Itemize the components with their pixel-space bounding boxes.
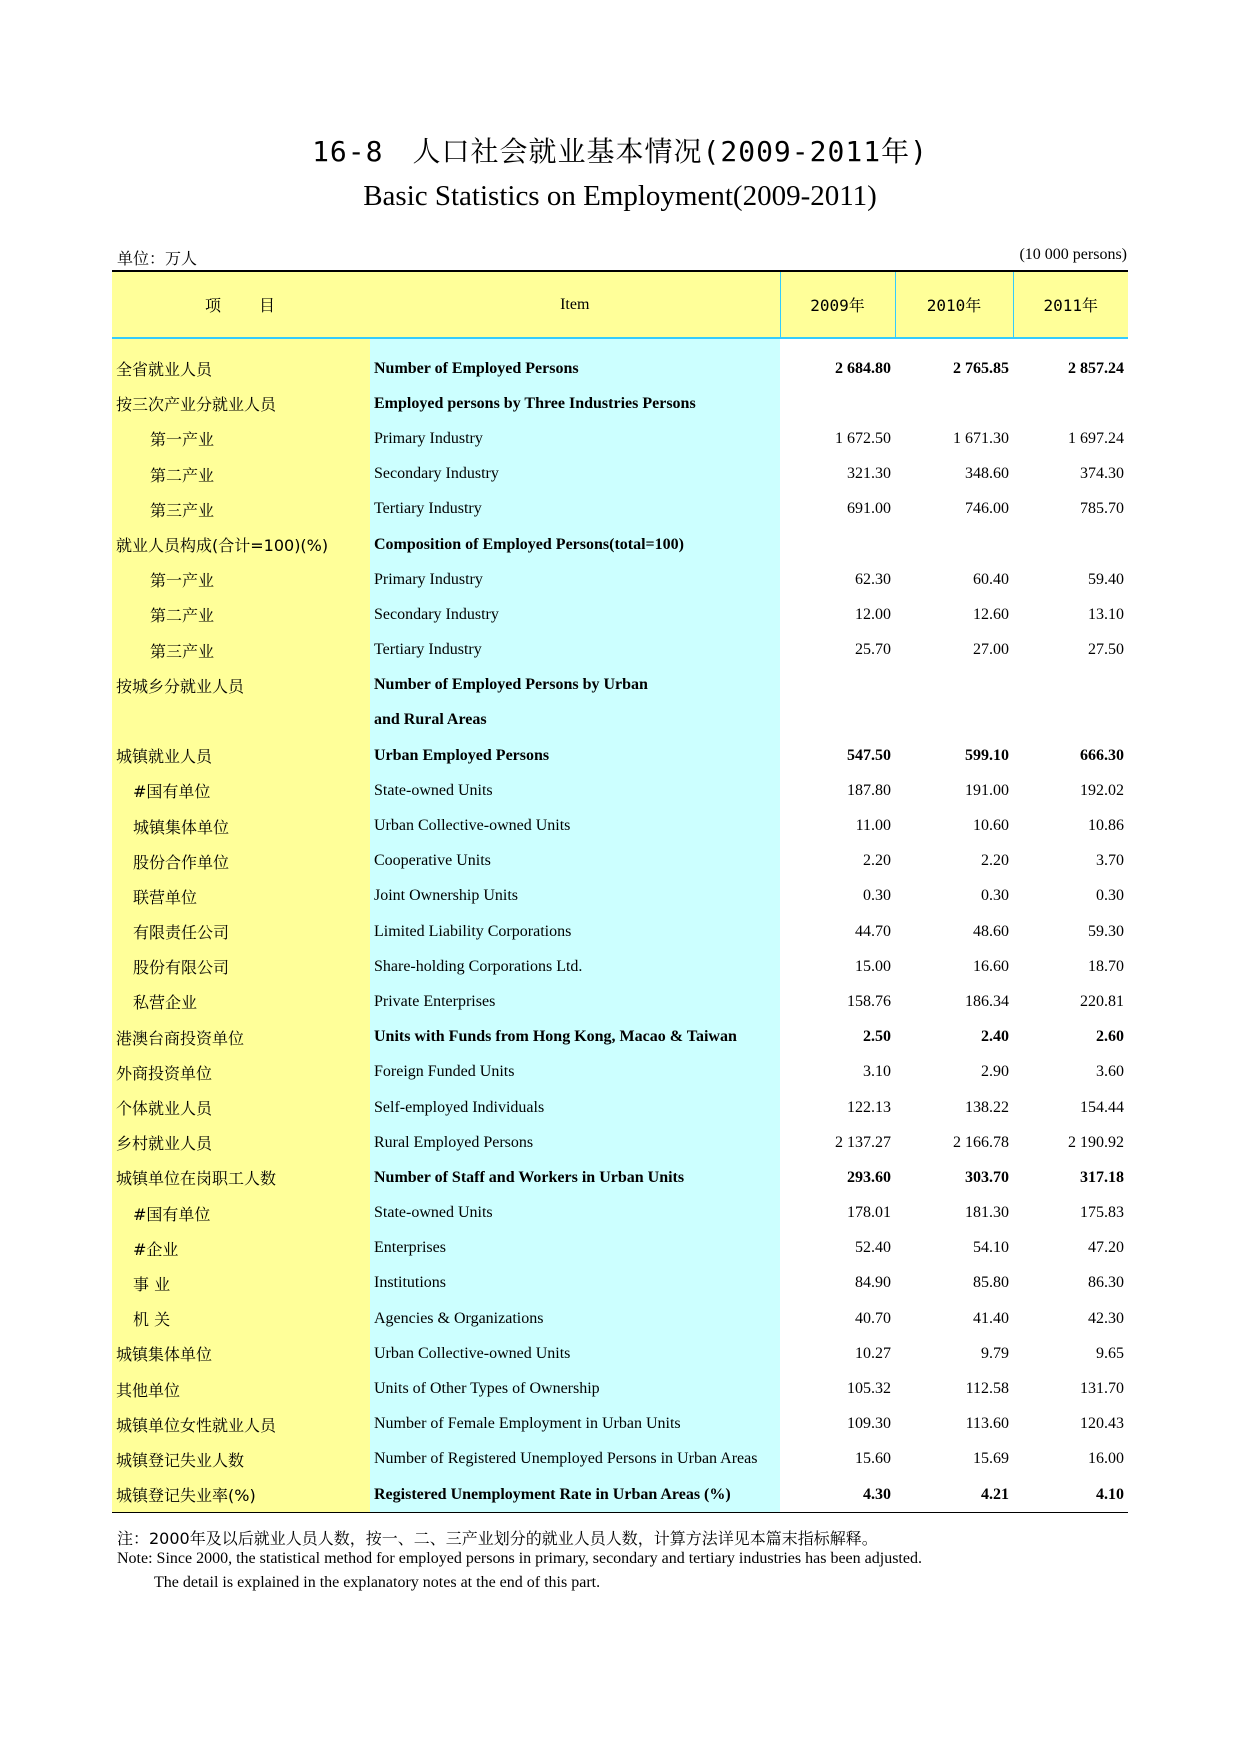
row-label-cn: 其他单位 — [112, 1371, 370, 1406]
row-label-en: Units of Other Types of Ownership — [370, 1371, 780, 1406]
row-label-en: Tertiary Industry — [370, 492, 780, 527]
row-label-cn: 第一产业 — [112, 421, 370, 456]
value-2009: 293.60 — [847, 1168, 891, 1186]
value-2010: 12.60 — [973, 605, 1009, 623]
value-2009: 178.01 — [847, 1204, 891, 1222]
value-2011: 3.60 — [1096, 1063, 1124, 1081]
row-label-en: Rural Employed Persons — [370, 1125, 780, 1160]
row-label-cn: 全省就业人员 — [112, 351, 370, 386]
value-2010 — [895, 668, 1013, 703]
value-2009: 52.40 — [855, 1239, 891, 1257]
table-header-row — [112, 271, 1128, 338]
value-2009: 122.13 — [847, 1098, 891, 1116]
value-2011: 42.30 — [1088, 1309, 1124, 1327]
page-title-cn: 16-8 人口社会就业基本情况(2009-2011年) — [312, 135, 928, 168]
row-label-en: Limited Liability Corporations — [370, 914, 780, 949]
value-2010 — [895, 527, 1013, 562]
row-label-cn: 城镇登记失业人数 — [112, 1442, 370, 1477]
value-2010: 1 671.30 — [953, 429, 1009, 447]
value-2010: 112.58 — [965, 1380, 1009, 1398]
value-2011: 0.30 — [1096, 887, 1124, 905]
value-2011 — [1013, 703, 1128, 738]
table-row — [112, 527, 1128, 562]
value-2011: 13.10 — [1088, 605, 1124, 623]
value-2009: 3.10 — [863, 1063, 891, 1081]
value-2009: 25.70 — [855, 641, 891, 659]
page-title-en: Basic Statistics on Employment(2009-2011) — [363, 180, 877, 212]
value-2010: 10.60 — [973, 817, 1009, 835]
row-label-en: State-owned Units — [370, 773, 780, 808]
table-row — [112, 1442, 1128, 1477]
table-row — [112, 773, 1128, 808]
value-2010: 27.00 — [973, 641, 1009, 659]
row-label-en: State-owned Units — [370, 1196, 780, 1231]
value-2009: 62.30 — [855, 570, 891, 588]
table-row — [112, 808, 1128, 843]
row-label-cn: 外商投资单位 — [112, 1055, 370, 1090]
table-row — [112, 1266, 1128, 1301]
value-2009: 4.30 — [780, 1477, 895, 1513]
row-label-en: Number of Employed Persons by Urban — [370, 668, 780, 703]
row-label-cn: 乡村就业人员 — [112, 1125, 370, 1160]
row-label-cn: 第二产业 — [112, 457, 370, 492]
row-label-cn: 联营单位 — [112, 879, 370, 914]
row-label-en: Secondary Industry — [370, 457, 780, 492]
table-row — [112, 1407, 1128, 1442]
row-label-en: Institutions — [370, 1266, 780, 1301]
value-2011: 131.70 — [1080, 1380, 1124, 1398]
table-row — [112, 1055, 1128, 1090]
value-2011: 4.10 — [1013, 1477, 1128, 1513]
value-2010: 2 166.78 — [953, 1133, 1009, 1151]
table-row — [112, 879, 1128, 914]
value-2010 — [895, 386, 1013, 421]
value-2010: 599.10 — [965, 746, 1009, 764]
value-2011: 59.40 — [1088, 570, 1124, 588]
row-label-en: Joint Ownership Units — [370, 879, 780, 914]
row-label-en: Self-employed Individuals — [370, 1090, 780, 1125]
row-label-cn — [112, 703, 370, 738]
value-2011: 18.70 — [1088, 957, 1124, 975]
row-label-en: Number of Registered Unemployed Persons in Urban Areas — [370, 1442, 780, 1477]
row-label-en: Secondary Industry — [370, 597, 780, 632]
table-row — [112, 738, 1128, 773]
row-label-cn: 按三次产业分就业人员 — [112, 386, 370, 421]
row-label-en: Number of Employed Persons — [370, 351, 780, 386]
row-label-cn: 有限责任公司 — [112, 914, 370, 949]
value-2011: 27.50 — [1088, 641, 1124, 659]
value-2010: 2.90 — [981, 1063, 1009, 1081]
row-label-en: Enterprises — [370, 1231, 780, 1266]
row-label-cn: 机 关 — [112, 1301, 370, 1336]
row-label-cn: 私营企业 — [112, 984, 370, 1019]
header-2011: 2011年 — [1013, 271, 1128, 338]
row-label-en: Private Enterprises — [370, 984, 780, 1019]
row-label-cn: 股份合作单位 — [112, 844, 370, 879]
value-2010: 16.60 — [973, 957, 1009, 975]
value-2009: 2 137.27 — [835, 1133, 891, 1151]
table-row — [112, 1301, 1128, 1336]
value-2011: 220.81 — [1080, 992, 1124, 1010]
value-2010: 138.22 — [965, 1098, 1009, 1116]
header-cn-item: 项 目 — [112, 271, 370, 338]
table-row — [112, 949, 1128, 984]
value-2010: 54.10 — [973, 1239, 1009, 1257]
table-row — [112, 562, 1128, 597]
header-2009: 2009年 — [780, 271, 895, 338]
value-2009: 84.90 — [855, 1274, 891, 1292]
table-row — [112, 984, 1128, 1019]
table-row — [112, 597, 1128, 632]
table-row — [112, 703, 1128, 738]
header-2010: 2010年 — [895, 271, 1013, 338]
value-2009: 10.27 — [855, 1344, 891, 1362]
row-label-en: and Rural Areas — [370, 703, 780, 738]
value-2010: 113.60 — [965, 1415, 1009, 1433]
row-label-en: Cooperative Units — [370, 844, 780, 879]
value-2010: 186.34 — [965, 992, 1009, 1010]
value-2010: 181.30 — [965, 1204, 1009, 1222]
table-row — [112, 1160, 1128, 1195]
row-label-cn: 城镇单位在岗职工人数 — [112, 1160, 370, 1195]
value-2011: 175.83 — [1080, 1204, 1124, 1222]
value-2009: 158.76 — [847, 992, 891, 1010]
row-label-cn: 城镇就业人员 — [112, 738, 370, 773]
row-label-en: Number of Staff and Workers in Urban Units — [370, 1160, 780, 1195]
row-label-en: Registered Unemployment Rate in Urban Areas (%) — [370, 1477, 780, 1513]
value-2009: 15.60 — [855, 1450, 891, 1468]
value-2011: 3.70 — [1096, 852, 1124, 870]
row-label-cn: 按城乡分就业人员 — [112, 668, 370, 703]
value-2011: 2 857.24 — [1068, 359, 1124, 377]
row-label-cn: 港澳台商投资单位 — [112, 1020, 370, 1055]
value-2009 — [780, 703, 895, 738]
value-2011: 2.60 — [1096, 1028, 1124, 1046]
value-2010: 348.60 — [965, 465, 1009, 483]
value-2011 — [1013, 527, 1128, 562]
note-en-line1: Note: Since 2000, the statistical method for employed persons in primary, secondary and tertiary industries has been adjusted. — [117, 1550, 922, 1567]
row-label-cn: 城镇单位女性就业人员 — [112, 1407, 370, 1442]
value-2010: 15.69 — [973, 1450, 1009, 1468]
row-label-en: Tertiary Industry — [370, 633, 780, 668]
table-row — [112, 421, 1128, 456]
value-2009: 12.00 — [855, 605, 891, 623]
value-2009: 0.30 — [863, 887, 891, 905]
value-2010: 48.60 — [973, 922, 1009, 940]
row-label-en: Urban Employed Persons — [370, 738, 780, 773]
unit-label-cn: 单位：万人 — [117, 249, 198, 268]
value-2009: 547.50 — [847, 746, 891, 764]
value-2011: 120.43 — [1080, 1415, 1124, 1433]
row-label-en: Employed persons by Three Industries Persons — [370, 386, 780, 421]
value-2011: 9.65 — [1096, 1344, 1124, 1362]
row-label-cn: 第一产业 — [112, 562, 370, 597]
table-body — [112, 338, 1128, 1513]
value-2011: 16.00 — [1088, 1450, 1124, 1468]
row-label-en: Agencies & Organizations — [370, 1301, 780, 1336]
row-label-cn: 城镇集体单位 — [112, 808, 370, 843]
value-2009: 187.80 — [847, 781, 891, 799]
value-2011: 10.86 — [1088, 817, 1124, 835]
value-2010: 191.00 — [965, 781, 1009, 799]
value-2010: 303.70 — [965, 1168, 1009, 1186]
value-2011 — [1013, 386, 1128, 421]
value-2009: 109.30 — [847, 1415, 891, 1433]
table-row — [112, 1196, 1128, 1231]
value-2009: 2.20 — [863, 852, 891, 870]
value-2010: 2.40 — [981, 1028, 1009, 1046]
value-2009: 321.30 — [847, 465, 891, 483]
row-label-cn: #国有单位 — [112, 1196, 370, 1231]
value-2011: 785.70 — [1080, 500, 1124, 518]
value-2009: 2 684.80 — [835, 359, 891, 377]
value-2009: 40.70 — [855, 1309, 891, 1327]
row-label-cn: 个体就业人员 — [112, 1090, 370, 1125]
unit-label-en: (10 000 persons) — [1019, 246, 1127, 263]
value-2011: 86.30 — [1088, 1274, 1124, 1292]
row-label-cn: #企业 — [112, 1231, 370, 1266]
row-label-en: Units with Funds from Hong Kong, Macao & Taiwan — [370, 1020, 780, 1055]
value-2009: 691.00 — [847, 500, 891, 518]
row-label-en: Share-holding Corporations Ltd. — [370, 949, 780, 984]
row-label-en: Number of Female Employment in Urban Units — [370, 1407, 780, 1442]
row-label-en: Foreign Funded Units — [370, 1055, 780, 1090]
table-row — [112, 457, 1128, 492]
value-2011: 1 697.24 — [1068, 429, 1124, 447]
table-row — [112, 351, 1128, 386]
row-label-cn: 就业人员构成(合计=100)(%) — [112, 527, 370, 562]
value-2009 — [780, 668, 895, 703]
value-2010: 2 765.85 — [953, 359, 1009, 377]
table-row — [112, 1371, 1128, 1406]
value-2010: 60.40 — [973, 570, 1009, 588]
value-2009 — [780, 386, 895, 421]
value-2011: 59.30 — [1088, 922, 1124, 940]
table-row — [112, 1090, 1128, 1125]
row-label-cn: 城镇集体单位 — [112, 1336, 370, 1371]
value-2011: 374.30 — [1080, 465, 1124, 483]
value-2011: 2 190.92 — [1068, 1133, 1124, 1151]
row-label-en: Urban Collective-owned Units — [370, 1336, 780, 1371]
value-2011: 666.30 — [1080, 746, 1124, 764]
value-2011 — [1013, 668, 1128, 703]
note-en-line2: The detail is explained in the explanatory notes at the end of this part. — [154, 1574, 601, 1591]
table-row — [112, 1336, 1128, 1371]
value-2010: 85.80 — [973, 1274, 1009, 1292]
value-2009: 15.00 — [855, 957, 891, 975]
value-2010: 41.40 — [973, 1309, 1009, 1327]
row-label-cn: 城镇登记失业率(%) — [112, 1477, 370, 1513]
table-row — [112, 844, 1128, 879]
table-row — [112, 914, 1128, 949]
value-2011: 47.20 — [1088, 1239, 1124, 1257]
table-row — [112, 386, 1128, 421]
value-2011: 154.44 — [1080, 1098, 1124, 1116]
table-row — [112, 1477, 1128, 1513]
table-row — [112, 633, 1128, 668]
value-2010: 4.21 — [895, 1477, 1013, 1513]
value-2011: 192.02 — [1080, 781, 1124, 799]
row-label-cn: 股份有限公司 — [112, 949, 370, 984]
value-2009: 105.32 — [847, 1380, 891, 1398]
value-2010: 2.20 — [981, 852, 1009, 870]
value-2009: 2.50 — [863, 1028, 891, 1046]
row-label-en: Composition of Employed Persons(total=100) — [370, 527, 780, 562]
note-cn: 注：2000年及以后就业人员人数，按一、二、三产业划分的就业人员人数，计算方法详见本篇末指标解释。 — [117, 1529, 878, 1548]
value-2009: 1 672.50 — [835, 429, 891, 447]
value-2010: 746.00 — [965, 500, 1009, 518]
value-2009: 11.00 — [855, 817, 891, 835]
value-2010 — [895, 703, 1013, 738]
value-2010: 9.79 — [981, 1344, 1009, 1362]
row-label-cn: 事 业 — [112, 1266, 370, 1301]
row-label-en: Urban Collective-owned Units — [370, 808, 780, 843]
value-2009 — [780, 527, 895, 562]
row-label-cn: 第三产业 — [112, 492, 370, 527]
row-label-cn: 第二产业 — [112, 597, 370, 632]
row-label-cn: 第三产业 — [112, 633, 370, 668]
row-label-cn: #国有单位 — [112, 773, 370, 808]
table-row — [112, 492, 1128, 527]
row-label-en: Primary Industry — [370, 421, 780, 456]
header-item: Item — [370, 271, 780, 338]
employment-table — [112, 270, 1128, 1513]
value-2010: 0.30 — [981, 887, 1009, 905]
row-label-en: Primary Industry — [370, 562, 780, 597]
table-row — [112, 1125, 1128, 1160]
table-row — [112, 668, 1128, 703]
table-row — [112, 1020, 1128, 1055]
value-2009: 44.70 — [855, 922, 891, 940]
value-2011: 317.18 — [1080, 1168, 1124, 1186]
table-row — [112, 1231, 1128, 1266]
